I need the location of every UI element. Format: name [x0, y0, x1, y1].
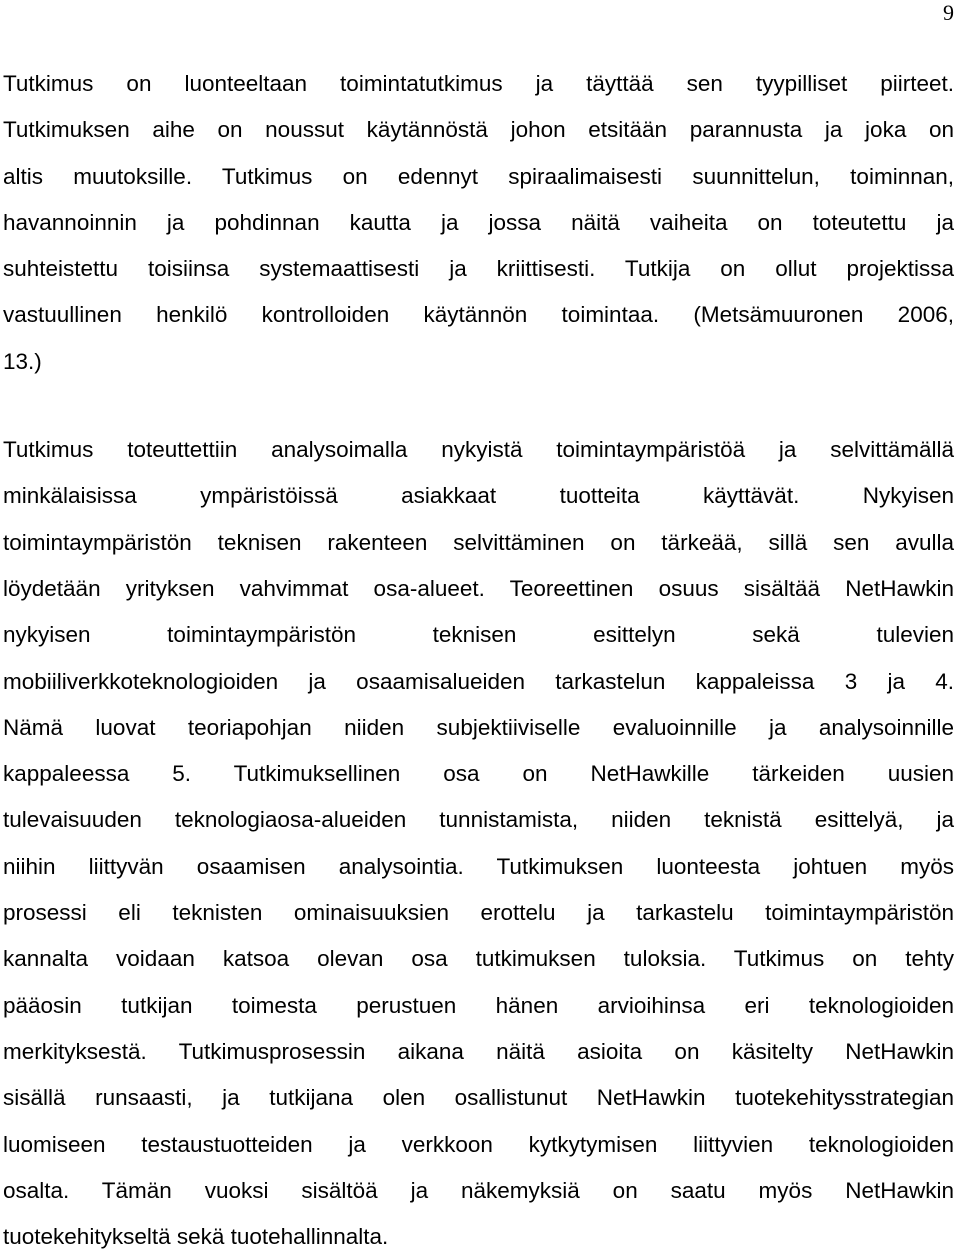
text-line: pääosin tutkijan toimesta perustuen hänen arvioihinsa eri teknologioiden: [3, 992, 954, 1018]
text-line: suhteistettu toisiinsa systemaattisesti ja kriittisesti. Tutkija on ollut projektissa: [3, 256, 954, 282]
paragraph-1: [3, 61, 954, 385]
text-line: tuotekehitykseltä sekä tuotehallinnalta.: [3, 1224, 389, 1250]
text-line: vastuullinen henkilö kontrolloiden käytännön toimintaa. (Metsämuuronen 2006,: [3, 302, 954, 328]
text-line: luomiseen testaustuotteiden ja verkkoon kytkytymisen liittyvien teknologioiden: [3, 1131, 954, 1157]
text-line: Tutkimus toteuttettiin analysoimalla nykyistä toimintaympäristöä ja selvittämällä: [3, 437, 954, 463]
text-line: tulevaisuuden teknologiaosa-alueiden tunnistamista, niiden teknistä esittelyä, ja: [3, 807, 954, 833]
text-line: kannalta voidaan katsoa olevan osa tutkimuksen tuloksia. Tutkimus on tehty: [3, 946, 954, 972]
text-line: havannoinnin ja pohdinnan kautta ja jossa näitä vaiheita on toteutettu ja: [3, 209, 954, 235]
text-line: 13.): [3, 348, 42, 374]
text-line: kappaleessa 5. Tutkimuksellinen osa on NetHawkille tärkeiden uusien: [3, 761, 954, 787]
text-line: löydetään yrityksen vahvimmat osa-alueet. Teoreettinen osuus sisältää NetHawkin: [3, 575, 954, 601]
text-line: merkityksestä. Tutkimusprosessin aikana näitä asioita on käsitelty NetHawkin: [3, 1038, 954, 1064]
paragraph-2: [3, 427, 954, 1260]
paragraph-spacer: [3, 385, 954, 427]
page-number: 9: [943, 0, 954, 25]
text-line: mobiiliverkkoteknologioiden ja osaamisalueiden tarkastelun kappaleissa 3 ja 4.: [3, 668, 954, 694]
text-line: sisällä runsaasti, ja tutkijana olen osallistunut NetHawkin tuotekehitysstrategian: [3, 1085, 954, 1111]
text-line: minkälaisissa ympäristöissä asiakkaat tuotteita käyttävät. Nykyisen: [3, 483, 954, 509]
text-line: Tutkimuksen aihe on noussut käytännöstä johon etsitään parannusta ja joka on: [3, 117, 954, 143]
text-line: osalta. Tämän vuoksi sisältöä ja näkemyksiä on saatu myös NetHawkin: [3, 1177, 954, 1203]
text-line: toimintaympäristön teknisen rakenteen selvittäminen on tärkeää, sillä sen avulla: [3, 529, 954, 555]
text-line: prosessi eli teknisten ominaisuuksien erottelu ja tarkastelu toimintaympäristön: [3, 900, 954, 926]
text-line: Nämä luovat teoriapohjan niiden subjektiiviselle evaluoinnille ja analysoinnille: [3, 714, 954, 740]
text-line: niihin liittyvän osaamisen analysointia. Tutkimuksen luonteesta johtuen myös: [3, 853, 954, 879]
document-body: [3, 61, 954, 1260]
text-line: nykyisen toimintaympäristön teknisen esittelyn sekä tulevien: [3, 622, 954, 648]
text-line: altis muutoksille. Tutkimus on edennyt spiraalimaisesti suunnittelun, toiminnan,: [3, 163, 954, 189]
text-line: Tutkimus on luonteeltaan toimintatutkimus ja täyttää sen tyypilliset piirteet.: [3, 71, 954, 96]
